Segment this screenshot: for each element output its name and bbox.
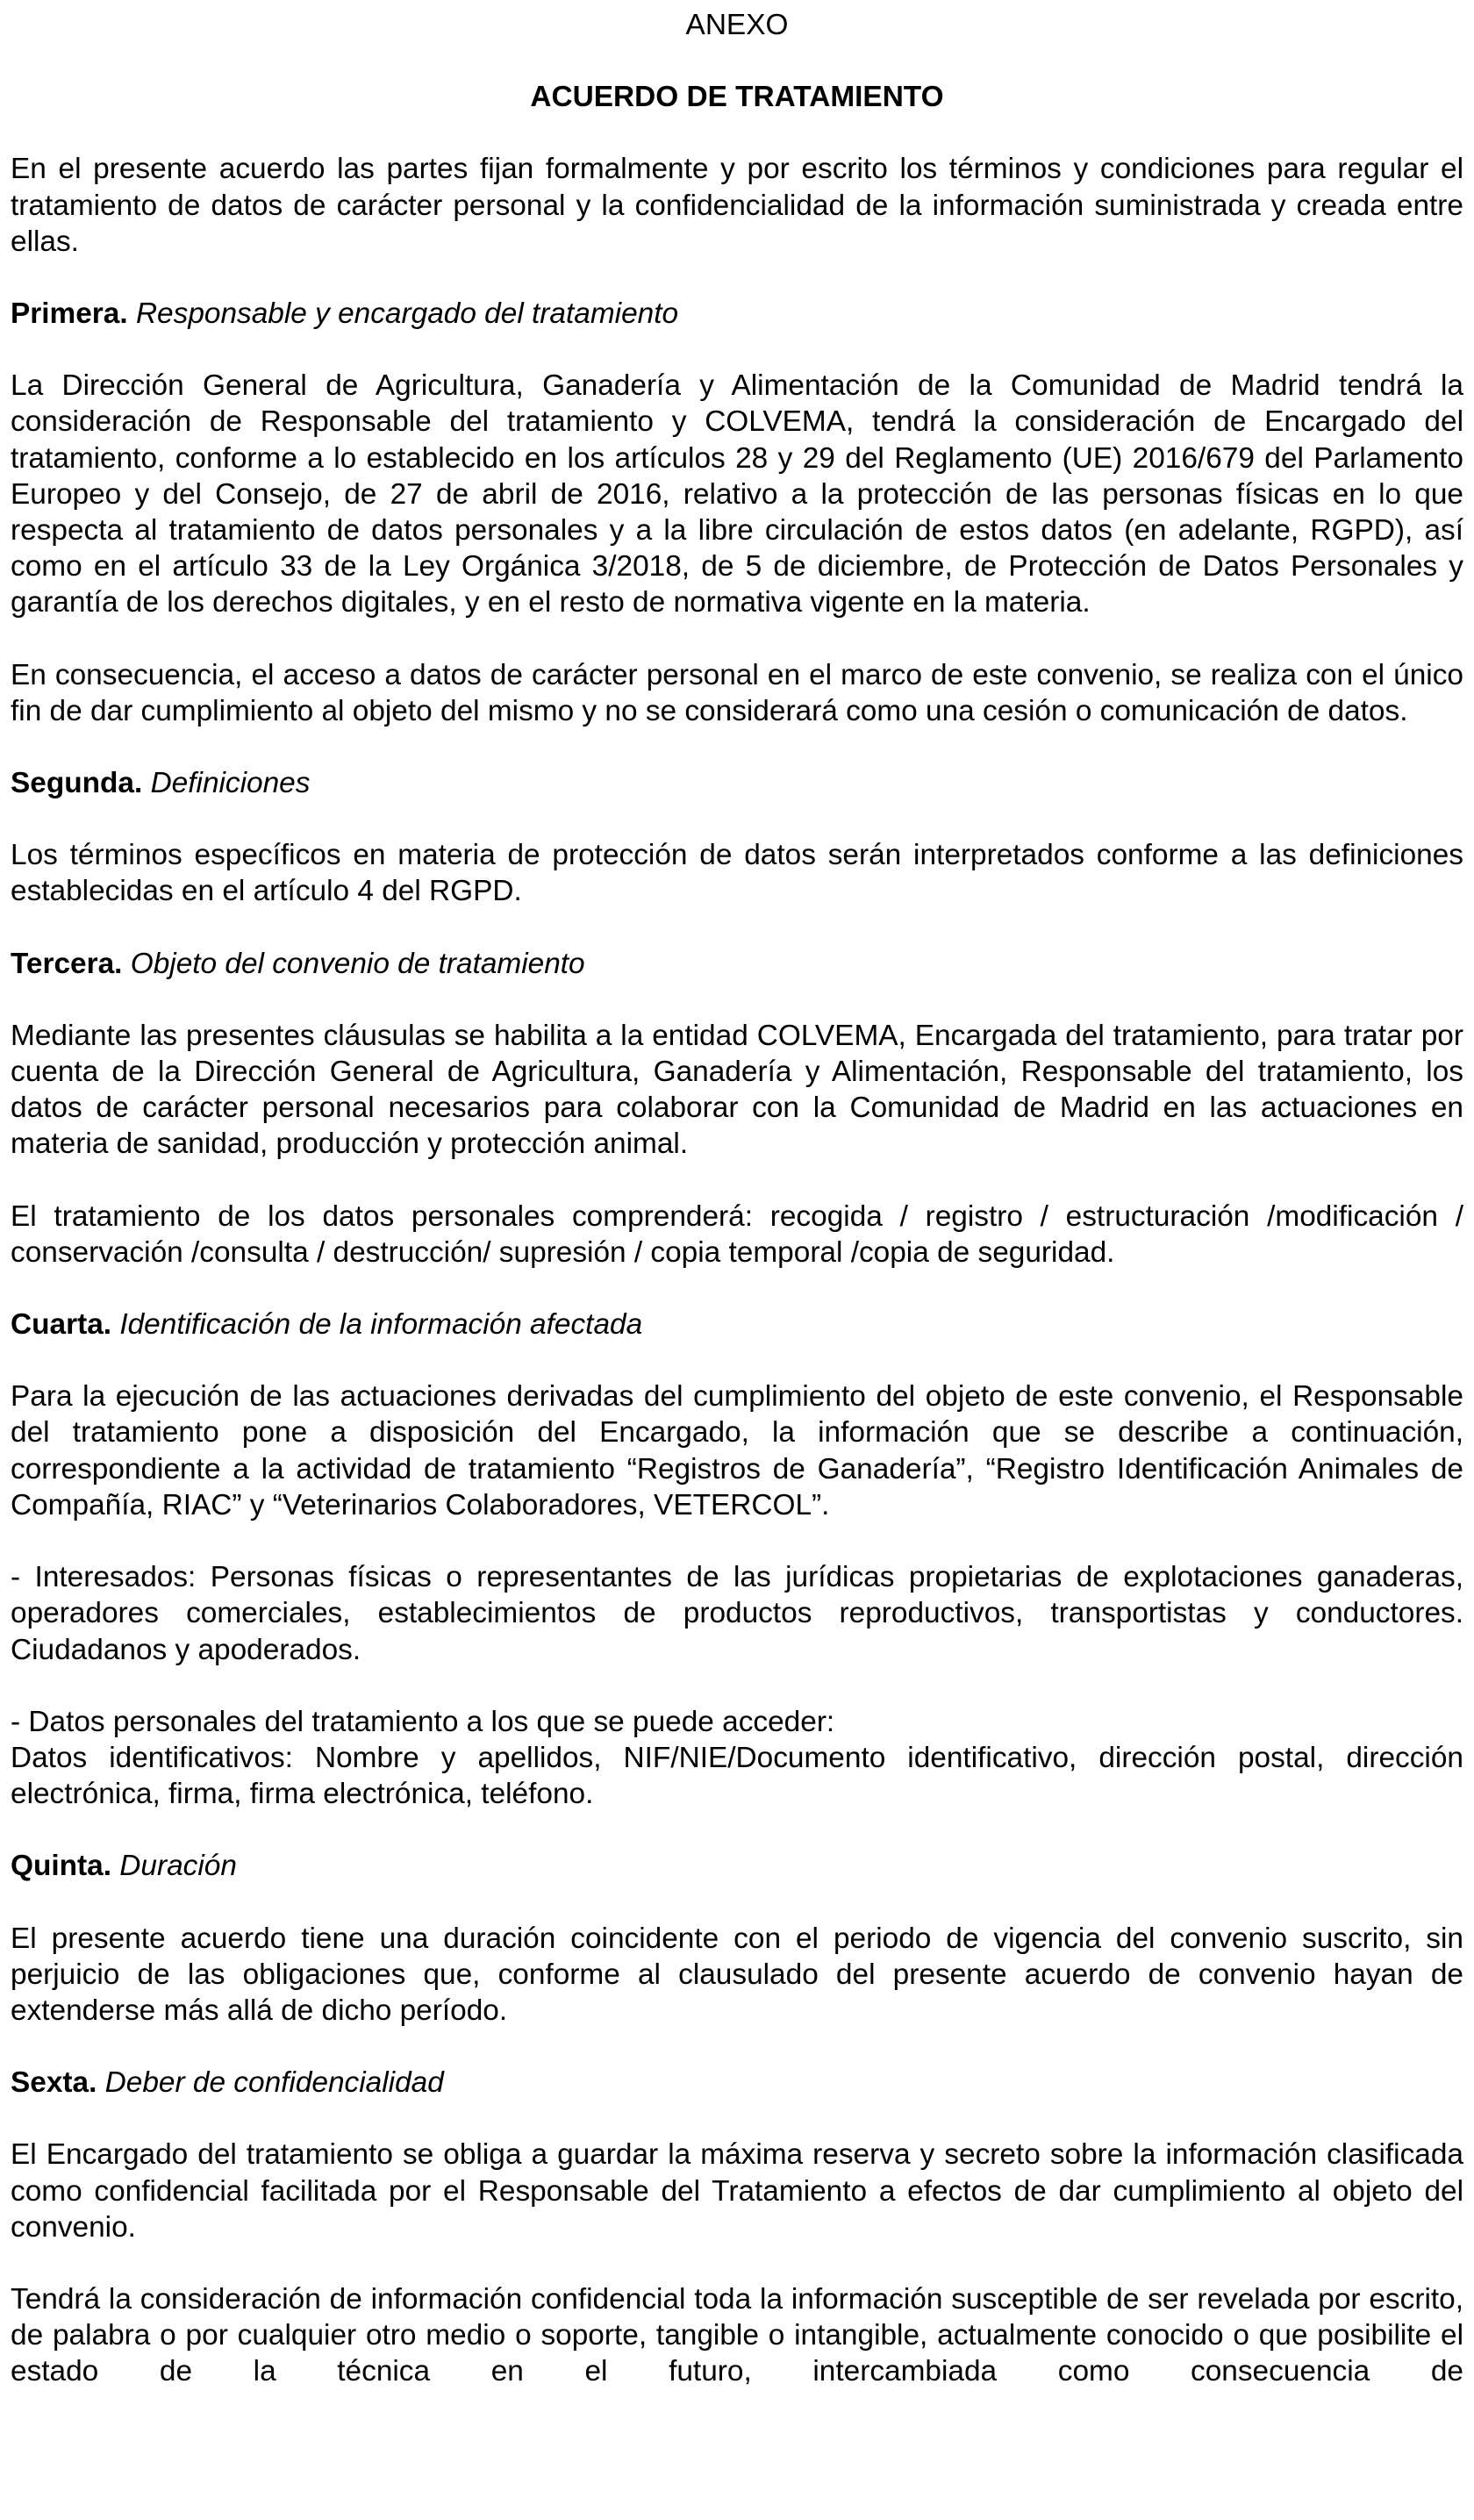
clause-paragraph: El Encargado del tratamiento se obliga a guardar la máxima reserva y secreto sobre la información clasificada como confidencial facilitada por el Responsable del Tratamiento a efectos de dar cumplimiento al objeto del convenio. <box>11 2138 1463 2244</box>
clause-title: Identificación de la información afectada <box>119 1308 643 1342</box>
clause-heading-segunda <box>11 765 1463 801</box>
clause-title: Definiciones <box>150 767 311 800</box>
clause-paragraph: Para la ejecución de las actuaciones derivadas del cumplimiento del objeto de este convenio, el Responsable del tratamiento pone a disposición del Encargado, la información que se describe a continuación, correspondiente a la actividad de tratamiento “Registros de Ganadería”, “Registro Identificación Animales de Compañía, RIAC” y “Veterinarios Colaboradores, VETERCOL”. <box>11 1380 1463 1521</box>
clause-paragraph: El tratamiento de los datos personales comprenderá: recogida / registro / estructuración /modificación / conservación /consulta / destrucción/ supresión / copia temporal /copia de seguridad. <box>11 1199 1463 1269</box>
clause-number: Cuarta. <box>11 1308 112 1342</box>
intro-paragraph: En el presente acuerdo las partes fijan formalmente y por escrito los términos y condiciones para regular el tratamiento de datos de carácter personal y la confidencialidad de la información suministrada y creada entre ellas. <box>11 153 1463 258</box>
clause-paragraph: Mediante las presentes cláusulas se habilita a la entidad COLVEMA, Encargada del tratamiento, para tratar por cuenta de la Dirección General de Agricultura, Ganadería y Alimentación, Responsable del tratamiento, los datos de carácter personal necesarios para colaborar con la Comunidad de Madrid en las actuaciones en materia de sanidad, producción y protección animal. <box>11 1019 1463 1161</box>
personal-data-block <box>11 1704 1463 1813</box>
personal-data-intro: - Datos personales del tratamiento a los que se puede acceder: <box>11 1705 835 1738</box>
clause-paragraph: El presente acuerdo tiene una duración coincidente con el periodo de vigencia del convenio suscrito, sin perjuicio de las obligaciones que, conforme al clausulado del presente acuerdo de convenio hayan de extenderse más allá de dicho período. <box>11 1922 1463 2027</box>
clause-number: Tercera. <box>11 947 123 980</box>
clause-heading-primera <box>11 296 1463 332</box>
clause-heading-quinta <box>11 1848 1463 1884</box>
clause-title: Duración <box>119 1850 237 1883</box>
personal-data-list: Datos identificativos: Nombre y apellidos, NIF/NIE/Documento identificativo, dirección postal, dirección electrónica, firma, firma electrónica, teléfono. <box>11 1741 1463 1811</box>
clause-paragraph: En consecuencia, el acceso a datos de carácter personal en el marco de este convenio, se realiza con el único fin de dar cumplimiento al objeto del mismo y no se considerará como una cesión o comunicación de datos. <box>11 658 1463 727</box>
clause-title: Deber de confidencialidad <box>104 2066 444 2100</box>
clause-paragraph: - Interesados: Personas físicas o representantes de las jurídicas propietarias de explotaciones ganaderas, operadores comerciales, establecimientos de productos reproductivos, transportistas y conductores. Ciudadanos y apoderados. <box>11 1561 1463 1666</box>
document-page <box>11 7 1463 2390</box>
agreement-title: ACUERDO DE TRATAMIENTO <box>530 81 944 114</box>
clause-heading-tercera <box>11 946 1463 982</box>
clause-number: Primera. <box>11 297 128 331</box>
clause-title: Objeto del convenio de tratamiento <box>130 947 585 980</box>
clause-number: Quinta. <box>11 1850 112 1883</box>
clause-heading-cuarta <box>11 1307 1463 1342</box>
annex-label: ANEXO <box>685 9 789 41</box>
clause-number: Sexta. <box>11 2066 97 2100</box>
clause-title: Responsable y encargado del tratamiento <box>135 297 679 331</box>
clause-paragraph: Los términos específicos en materia de protección de datos serán interpretados conforme a las definiciones establecidas en el artículo 4 del RGPD. <box>11 839 1463 908</box>
clause-heading-sexta <box>11 2065 1463 2101</box>
clause-number: Segunda. <box>11 767 143 800</box>
clause-paragraph: Tendrá la consideración de información confidencial toda la información susceptible de ser revelada por escrito, de palabra o por cualquier otro medio o soporte, tangible o intangible, actualmente conocido o que posibilite el estado de la técnica en el futuro, intercambiada como consecuencia de <box>11 2282 1463 2388</box>
clause-paragraph: La Dirección General de Agricultura, Ganadería y Alimentación de la Comunidad de Madrid tendrá la consideración de Responsable del tratamiento y COLVEMA, tendrá la consideración de Encargado del tratamiento, conforme a lo establecido en los artículos 28 y 29 del Reglamento (UE) 2016/679 del Parlamento Europeo y del Consejo, de 27 de abril de 2016, relativo a la protección de las personas físicas en lo que respecta al tratamiento de datos personales y a la libre circulación de estos datos (en adelante, RGPD), así como en el artículo 33 de la Ley Orgánica 3/2018, de 5 de diciembre, de Protección de Datos Personales y garantía de los derechos digitales, y en el resto de normativa vigente en la materia. <box>11 369 1463 619</box>
